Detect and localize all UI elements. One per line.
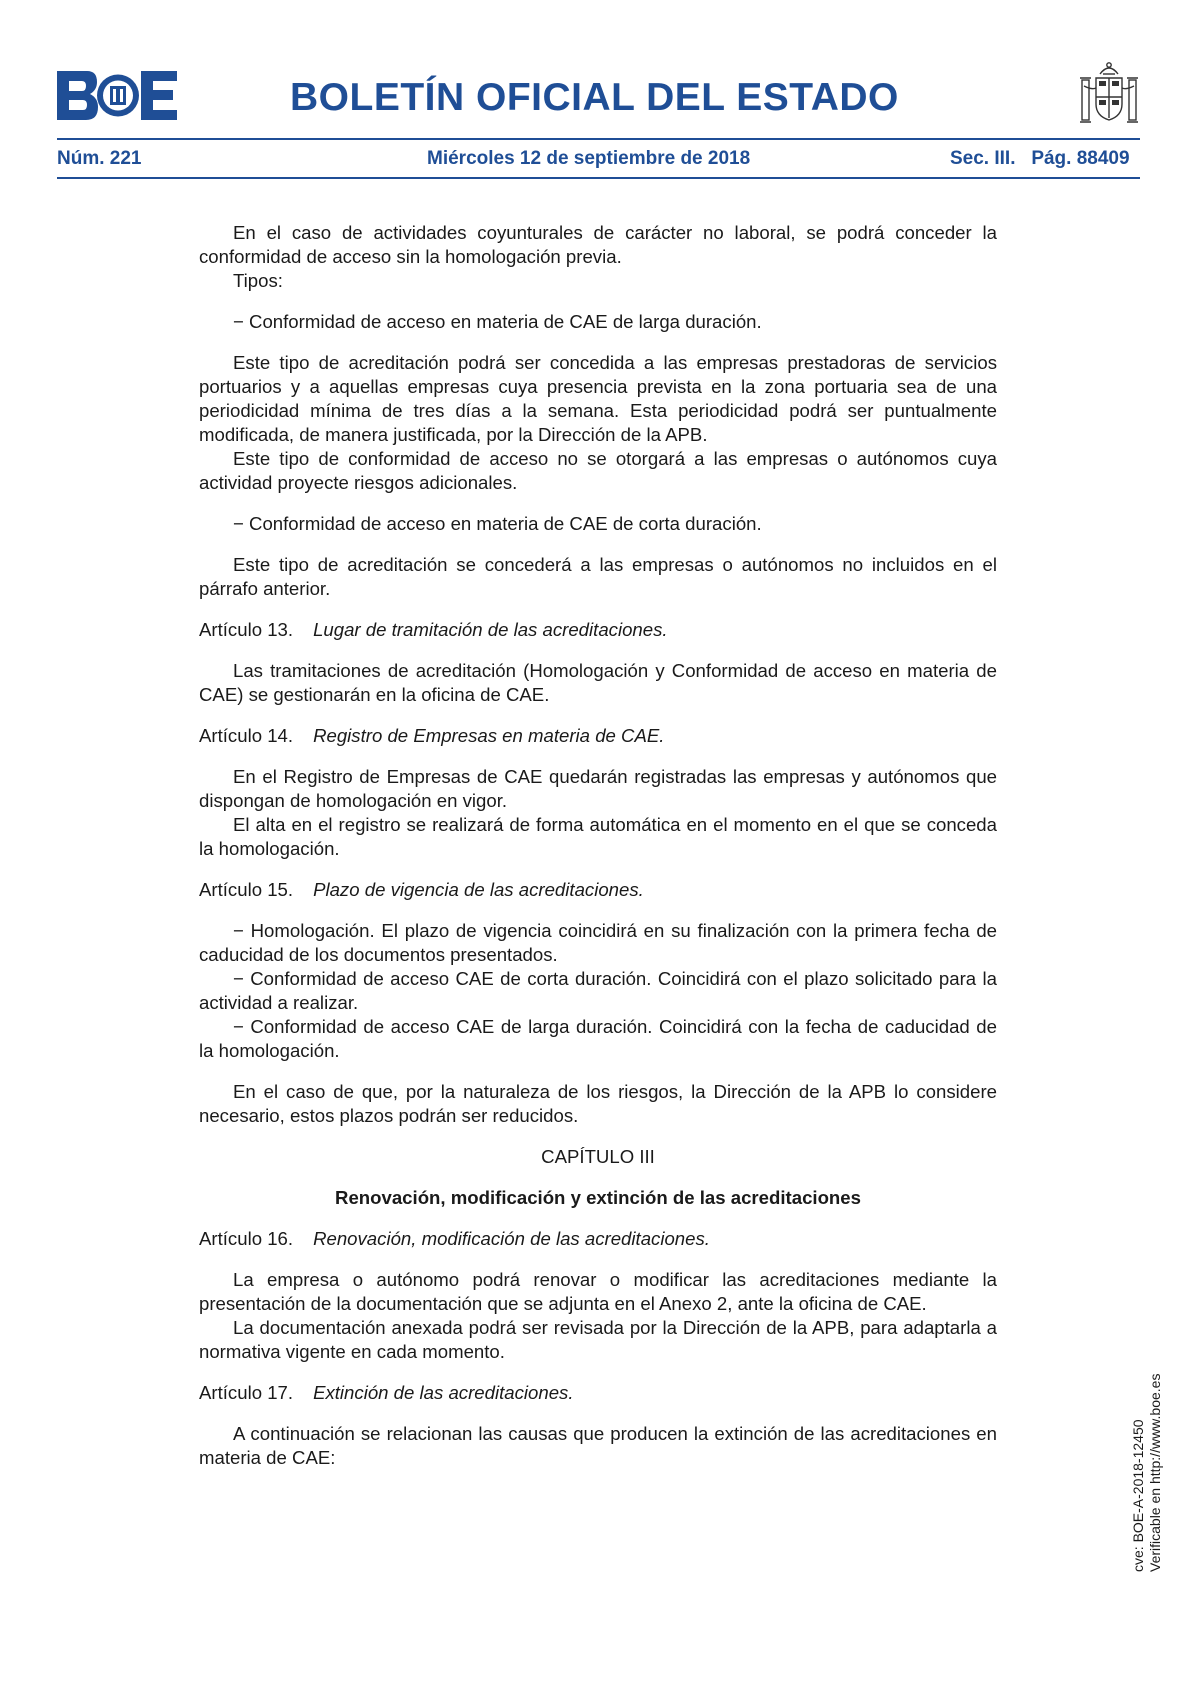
article-heading bbox=[199, 618, 997, 642]
paragraph: El alta en el registro se realizará de forma automática en el momento en el que se conceda la homologación. bbox=[199, 814, 997, 859]
header-rule-bottom bbox=[57, 177, 1140, 179]
verify-link[interactable]: Verificable en http://www.boe.es bbox=[1147, 1373, 1163, 1572]
article-label: Artículo 14. bbox=[199, 725, 294, 746]
paragraph: La documentación anexada podrá ser revisada por la Dirección de la APB, para adaptarla a normativa vigente en cada momento. bbox=[199, 1317, 997, 1362]
issue-date: Miércoles 12 de septiembre de 2018 bbox=[427, 148, 751, 169]
paragraph: La empresa o autónomo podrá renovar o modificar las acreditaciones mediante la presentación de la documentación que se adjunta en el Anexo 2, ante la oficina de CAE. bbox=[199, 1269, 997, 1314]
paragraph: Este tipo de acreditación podrá ser concedida a las empresas prestadoras de servicios portuarios y a aquellas empresas cuya presencia prevista en la zona portuaria sea de una periodicidad mínima de tres días a la semana. Esta periodicidad podrá ser puntualmente modificada, de manera justificada, por la Dirección de la APB. bbox=[199, 352, 997, 445]
paragraph: Este tipo de acreditación se concederá a las empresas o autónomos no incluidos en el párrafo anterior. bbox=[199, 554, 997, 599]
paragraph: A continuación se relacionan las causas que producen la extinción de las acreditaciones en materia de CAE: bbox=[199, 1423, 997, 1468]
cve-code: cve: BOE-A-2018-12450 bbox=[1130, 1419, 1146, 1572]
paragraph: Este tipo de conformidad de acceso no se otorgará a las empresas o autónomos cuya actividad proyecte riesgos adicionales. bbox=[199, 448, 997, 493]
issue-number: Núm. 221 bbox=[57, 148, 142, 169]
chapter-title: Renovación, modificación y extinción de las acreditaciones bbox=[335, 1187, 861, 1208]
document-body bbox=[199, 221, 997, 1470]
list-item: − Conformidad de acceso CAE de larga duración. Coincidirá con la fecha de caducidad de la homologación. bbox=[199, 1016, 997, 1061]
paragraph: En el caso de actividades coyunturales de carácter no laboral, se podrá conceder la conformidad de acceso sin la homologación previa. bbox=[199, 222, 997, 267]
article-title: Extinción de las acreditaciones. bbox=[313, 1382, 574, 1403]
article-title: Renovación, modificación de las acreditaciones. bbox=[313, 1228, 710, 1249]
paragraph: Tipos: bbox=[233, 270, 283, 291]
article-label: Artículo 17. bbox=[199, 1382, 294, 1403]
article-heading bbox=[199, 1227, 997, 1251]
list-item: − Conformidad de acceso en materia de CAE de corta duración. bbox=[233, 513, 762, 534]
list-item: − Conformidad de acceso CAE de corta duración. Coincidirá con el plazo solicitado para la actividad a realizar. bbox=[199, 968, 997, 1013]
article-label: Artículo 13. bbox=[199, 619, 294, 640]
list-item: − Homologación. El plazo de vigencia coincidirá en su finalización con la primera fecha de caducidad de los documentos presentados. bbox=[199, 920, 997, 965]
verification-note bbox=[1130, 1374, 1164, 1572]
page-title: BOLETÍN OFICIAL DEL ESTADO bbox=[290, 76, 899, 119]
article-heading bbox=[199, 1381, 997, 1405]
article-title: Plazo de vigencia de las acreditaciones. bbox=[313, 879, 644, 900]
header-rule-top bbox=[57, 138, 1140, 140]
article-title: Lugar de tramitación de las acreditaciones. bbox=[313, 619, 668, 640]
section-page: Sec. III. Pág. 88409 bbox=[950, 148, 1130, 169]
article-heading bbox=[199, 724, 997, 748]
chapter-number: CAPÍTULO III bbox=[541, 1146, 655, 1167]
boe-logo bbox=[57, 71, 177, 120]
paragraph: En el caso de que, por la naturaleza de los riesgos, la Dirección de la APB lo considere necesario, estos plazos podrán ser reducidos. bbox=[199, 1081, 997, 1126]
list-item: − Conformidad de acceso en materia de CAE de larga duración. bbox=[233, 311, 762, 332]
article-title: Registro de Empresas en materia de CAE. bbox=[313, 725, 665, 746]
paragraph: En el Registro de Empresas de CAE quedarán registradas las empresas y autónomos que dispongan de homologación en vigor. bbox=[199, 766, 997, 811]
article-label: Artículo 16. bbox=[199, 1228, 294, 1249]
article-heading bbox=[199, 878, 997, 902]
coat-of-arms-icon bbox=[1078, 60, 1140, 128]
paragraph: Las tramitaciones de acreditación (Homologación y Conformidad de acceso en materia de CAE) se gestionarán en la oficina de CAE. bbox=[199, 660, 997, 705]
article-label: Artículo 15. bbox=[199, 879, 294, 900]
